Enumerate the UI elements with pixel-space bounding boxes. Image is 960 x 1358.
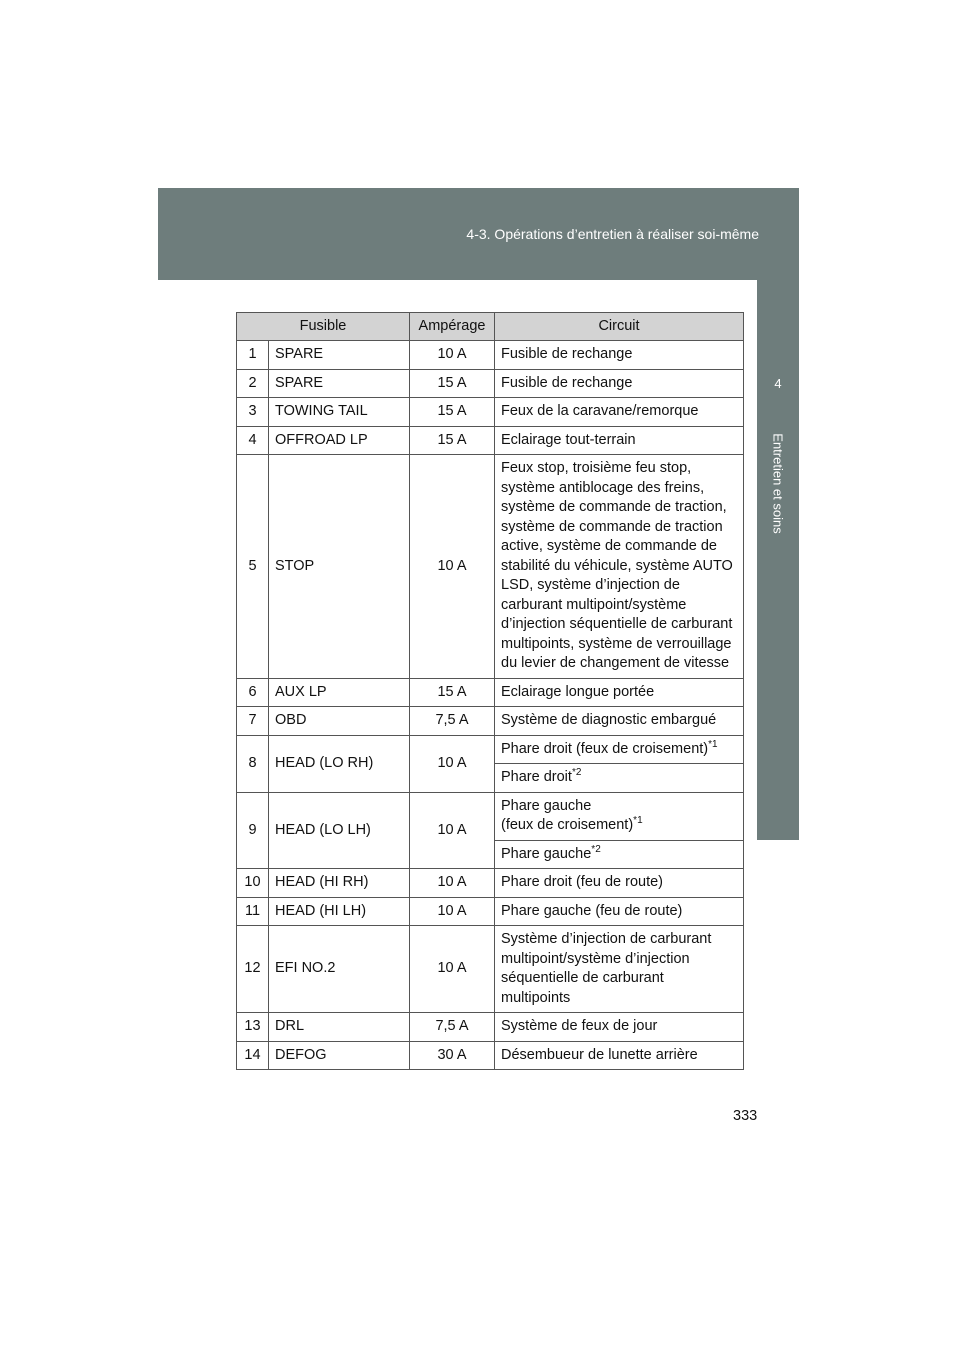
fuse-name: DEFOG [269,1041,410,1070]
fuse-circuit: Système de feux de jour [495,1013,744,1042]
fuse-circuit [495,735,744,764]
table-row [237,369,744,398]
fuse-amperage: 10 A [410,341,495,370]
fuse-number: 7 [237,707,269,736]
fuse-amperage: 10 A [410,869,495,898]
fuse-amperage: 10 A [410,926,495,1013]
fuse-name: STOP [269,455,410,679]
chapter-tab [757,280,799,840]
table-row [237,1013,744,1042]
fuse-name: SPARE [269,341,410,370]
table-row [237,1041,744,1070]
header-amperage: Ampérage [410,313,495,341]
page-number: 333 [733,1108,758,1124]
fuse-amperage: 15 A [410,678,495,707]
fuse-circuit [495,792,744,840]
fuse-circuit: Eclairage tout-terrain [495,426,744,455]
fuse-amperage: 10 A [410,735,495,792]
fuse-name: HEAD (LO RH) [269,735,410,792]
table-row [237,426,744,455]
fuse-name: TOWING TAIL [269,398,410,427]
fuse-number: 11 [237,897,269,926]
table-row [237,678,744,707]
circuit-text: Phare gauche [501,797,592,814]
footnote-marker: *2 [591,843,601,855]
fuse-number: 13 [237,1013,269,1042]
table-row [237,707,744,736]
fuse-amperage: 15 A [410,426,495,455]
fuse-name: HEAD (HI RH) [269,869,410,898]
table-row [237,735,744,764]
table-row [237,897,744,926]
fuse-amperage: 30 A [410,1041,495,1070]
fuse-number: 4 [237,426,269,455]
table-header-row [237,313,744,341]
circuit-text: Phare droit (feux de croisement) [501,740,709,757]
fuse-circuit: Phare droit (feu de route) [495,869,744,898]
fuse-circuit: Feux stop, troisième feu stop, système antiblocage des freins, système de commande de traction, système de commande de traction active, système de commande de stabilité du véhicule, système AUTO LSD, système d’injection de carburant multipoint/système d’injection séquentielle de carburant multipoints, système de verrouillage du levier de changement de vitesse [495,455,744,679]
header-circuit: Circuit [495,313,744,341]
fuse-name: EFI NO.2 [269,926,410,1013]
fuse-amperage: 10 A [410,455,495,679]
fuse-number: 12 [237,926,269,1013]
fuse-name: SPARE [269,369,410,398]
fuse-amperage: 10 A [410,897,495,926]
fuse-amperage: 7,5 A [410,707,495,736]
fuse-table [236,312,744,1070]
footnote-marker: *1 [708,738,718,750]
fuse-amperage: 15 A [410,398,495,427]
circuit-text: (feux de croisement) [501,817,634,833]
fuse-number: 8 [237,735,269,792]
fuse-name: AUX LP [269,678,410,707]
fuse-name: HEAD (LO LH) [269,792,410,869]
fuse-circuit: Fusible de rechange [495,341,744,370]
fuse-amperage: 7,5 A [410,1013,495,1042]
fuse-circuit: Phare gauche (feu de route) [495,897,744,926]
table-row [237,792,744,840]
section-header [158,188,799,280]
chapter-number: 4 [774,376,782,391]
table-row [237,398,744,427]
fuse-amperage: 15 A [410,369,495,398]
fuse-number: 14 [237,1041,269,1070]
fuse-circuit: Fusible de rechange [495,369,744,398]
header-fuse: Fusible [237,313,410,341]
table-row [237,341,744,370]
fuse-amperage: 10 A [410,792,495,869]
fuse-number: 9 [237,792,269,869]
circuit-text: Phare gauche [501,845,592,862]
fuse-number: 3 [237,398,269,427]
fuse-name: OFFROAD LP [269,426,410,455]
fuse-number: 5 [237,455,269,679]
fuse-number: 2 [237,369,269,398]
fuse-number: 1 [237,341,269,370]
table-row [237,455,744,679]
fuse-circuit: Désembueur de lunette arrière [495,1041,744,1070]
circuit-text: Phare droit [501,769,572,785]
chapter-label: Entretien et soins [770,433,786,534]
fuse-circuit: Système de diagnostic embargué [495,707,744,736]
fuse-name: DRL [269,1013,410,1042]
fuse-name: OBD [269,707,410,736]
fuse-number: 6 [237,678,269,707]
table-row [237,869,744,898]
fuse-name: HEAD (HI LH) [269,897,410,926]
table-row [237,926,744,1013]
fuse-circuit: Feux de la caravane/remorque [495,398,744,427]
footnote-marker: *2 [571,767,582,778]
section-title: 4-3. Opérations d’entretien à réaliser soi-même [466,226,759,242]
fuse-number: 10 [237,869,269,898]
fuse-circuit [495,764,744,793]
fuse-circuit [495,840,744,869]
fuse-circuit: Système d’injection de carburant multipoint/système d’injection séquentielle de carburant multipoints [495,926,744,1013]
fuse-circuit: Eclairage longue portée [495,678,744,707]
footnote-marker: *1 [633,815,643,826]
